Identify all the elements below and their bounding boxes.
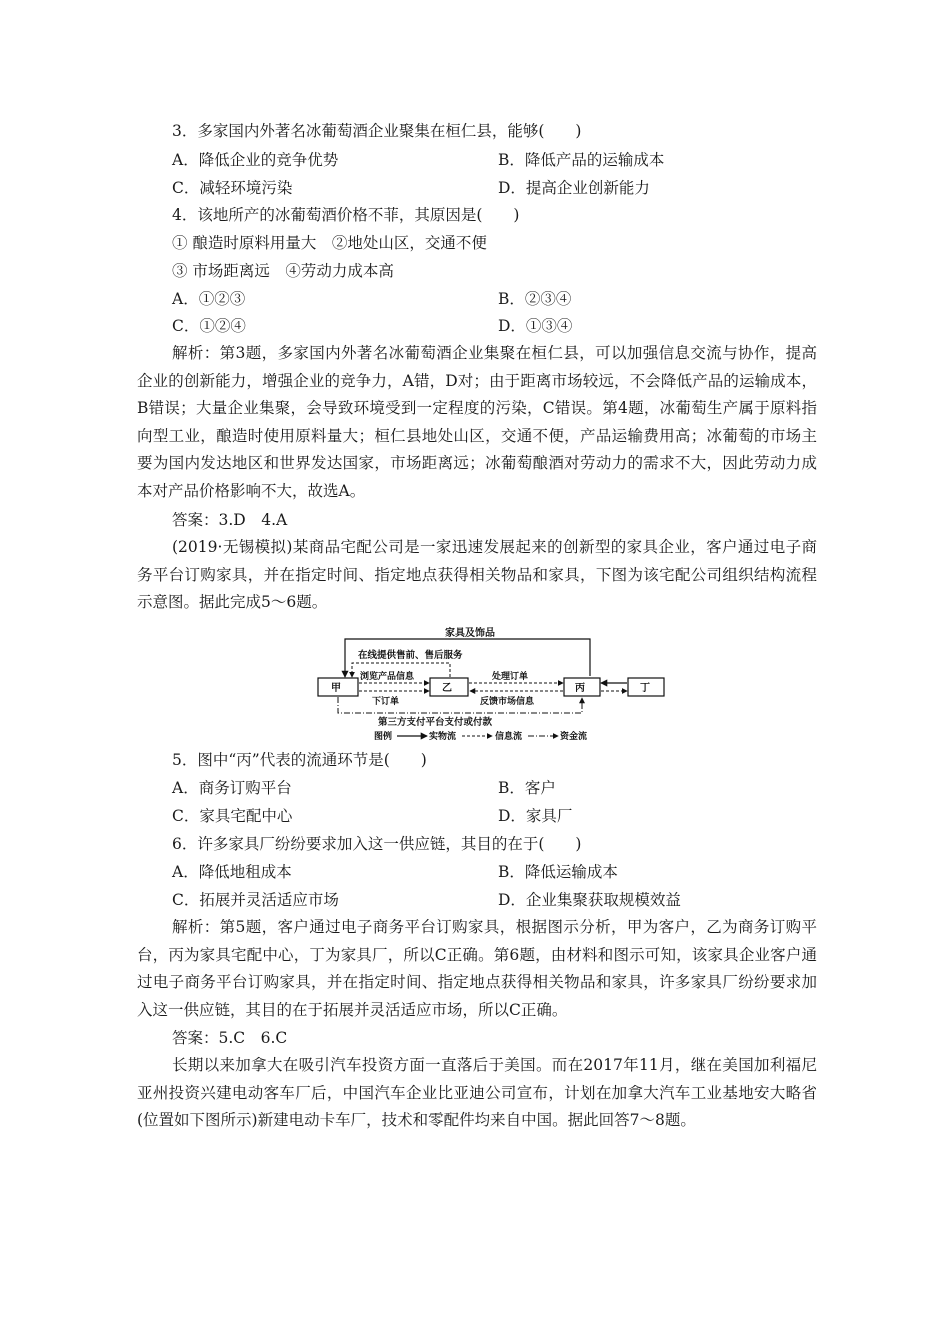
q3-option-b: B．降低产品的运输成本 [498,151,665,169]
label-process: 处理订单 [492,672,529,682]
intro-q7-q8: 长期以来加拿大在吸引汽车投资方面一直落后于美国。而在2017年11月，继在美国加利福尼亚州投资兴建电动客车厂后，中国汽车企业比亚迪公司宣布，计划在加拿大汽车工业基地安大略省(位置如下图所示)新建电动卡车厂，技术和零配件均来自中国。据此回答7～8题。 [137,1056,817,1130]
q6-option-d: D．企业集聚获取规模效益 [498,891,681,909]
q6-option-a: A．降低地租成本 [172,863,292,881]
q3-option-d: D．提高企业创新能力 [498,179,650,197]
label-order: 下订单 [372,697,400,707]
q3-option-a: A．降低企业的竞争优势 [172,151,339,169]
analysis-q5-q6: 解析：第5题，客户通过电子商务平台订购家具，根据图示分析，甲为客户，乙为商务订购平台，丙为家具宅配中心，丁为家具厂，所以C正确。第6题，由材料和图示可知，该家具企业客户通过电子商务平台订购家具，并在指定时间、指定地点获得相关物品和家具，许多家具厂纷纷要求加入这一供应链，其目的在于拓展并灵活适应市场，所以C正确。 [137,918,817,1019]
q5-option-c: C．家具宅配中心 [172,807,293,825]
analysis-q3-q4: 解析：第3题，多家国内外著名冰葡萄酒企业集聚在桓仁县，可以加强信息交流与协作，提高企业的创新能力，增强企业的竞争力，A错，D对；由于距离市场较远，不会降低产品的运输成本，B错误；大量企业集聚，会导致环境受到一定程度的污染，C错误。第4题，冰葡萄生产属于原料指向型工业，酿造时使用原料量大；桓仁县地处山区，交通不便，产品运输费用高；冰葡萄的市场主要为国内发达地区和世界发达国家，市场距离远；冰葡萄酿酒对劳动力的需求不大，因此劳动力成本对产品价格影响不大，故选A。 [137,344,817,500]
q4-item-line-1: ① 酿造时原料用量大 ②地处山区，交通不便 [172,234,487,252]
q4-item-line-2: ③ 市场距离远 ④劳动力成本高 [172,262,394,280]
q6-stem: 6．许多家具厂纷纷要求加入这一供应链，其目的在于( ) [172,835,582,853]
q3-option-c: C．减轻环境污染 [172,179,293,197]
q6-option-c: C．拓展并灵活适应市场 [172,891,339,909]
q4-option-d: D．①③④ [498,317,573,335]
q4-stem: 4．该地所产的冰葡萄酒价格不菲，其原因是( ) [172,206,520,224]
q4-option-c: C．①②④ [172,317,246,335]
legend-material: 实物流 [429,732,457,742]
q5-stem: 5．图中“丙”代表的流通环节是( ) [172,751,427,769]
q3-stem: 3．多家国内外著名冰葡萄酒企业聚集在桓仁县，能够( ) [172,122,582,140]
q6-option-b: B．降低运输成本 [498,863,618,881]
flow-diagram [300,625,670,743]
label-browse: 浏览产品信息 [360,672,415,682]
legend-fund: 资金流 [560,732,588,742]
intro-q5-q6: (2019·无锡模拟)某商品宅配公司是一家迅速发展起来的创新型的家具企业，客户通过电子商务平台订购家具，并在指定时间、指定地点获得相关物品和家具，下图为该宅配公司组织结构流程示意图。据此完成5～6题。 [137,538,817,612]
label-payment: 第三方支付平台支付或付款 [378,717,493,728]
node-ding-label: 丁 [640,683,650,694]
q4-option-b: B．②③④ [498,290,572,308]
answer-q5-q6: 答案：5.C 6.C [172,1029,288,1047]
q5-option-d: D．家具厂 [498,807,573,825]
label-online-service: 在线提供售前、售后服务 [358,650,463,661]
q5-option-a: A．商务订购平台 [172,779,292,797]
legend-title: 图例 [374,732,393,742]
node-bing-label: 丙 [575,683,585,694]
node-yi-label: 乙 [442,683,452,694]
label-furniture: 家具及饰品 [445,628,495,639]
q5-option-b: B．客户 [498,779,556,797]
answer-q3-q4: 答案：3.D 4.A [172,511,288,529]
label-feedback: 反馈市场信息 [480,697,535,707]
legend-info: 信息流 [495,732,523,742]
q4-option-a: A．①②③ [172,290,246,308]
node-jia-label: 甲 [331,683,341,694]
